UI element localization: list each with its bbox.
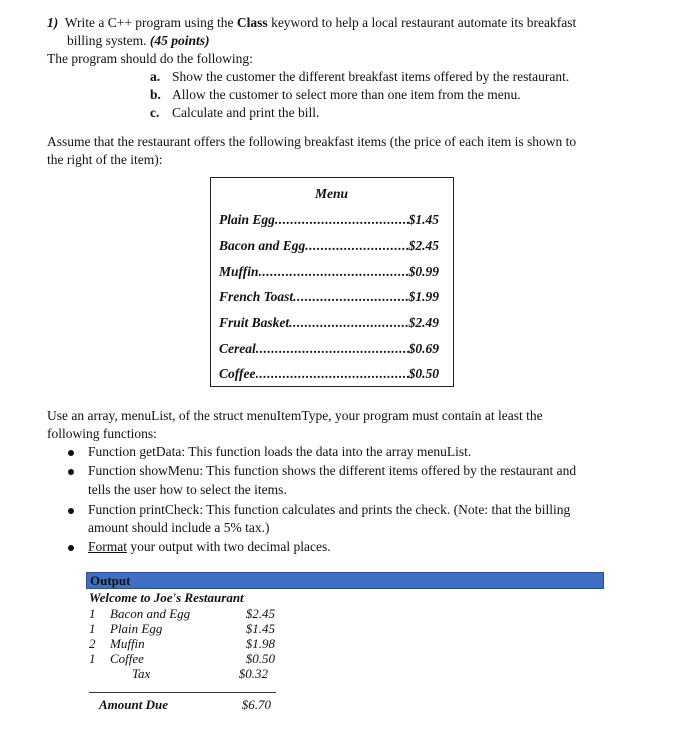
task-label-c: c.: [150, 105, 160, 120]
output-qty: 1: [89, 606, 96, 621]
output-qty: 2: [89, 636, 96, 651]
menu-item-price: $1.99: [408, 289, 439, 304]
output-amount: $1.98: [245, 636, 275, 651]
dot-leader: [259, 264, 409, 280]
dot-leader: [289, 315, 408, 331]
menu-item-price: $0.69: [408, 341, 439, 356]
dot-leader: [305, 238, 408, 254]
output-tax-value: $0.32: [238, 666, 268, 681]
output-box: [86, 572, 604, 720]
question-line-2: [67, 33, 210, 49]
bullet-icon: [68, 508, 74, 514]
requirements-line-1: Use an array, menuList, of the struct menuItemType, your program must contain at least the: [47, 408, 543, 423]
output-welcome: Welcome to Joe's Restaurant: [89, 590, 244, 605]
menu-item: [219, 264, 439, 280]
requirements-line-2: following functions:: [47, 426, 157, 441]
task-label-a: a.: [150, 69, 161, 84]
output-qty: 1: [89, 621, 96, 636]
bullet-text: Function printCheck: This function calculates and prints the check. (Note: that the billing: [88, 502, 571, 517]
menu-item: [219, 289, 439, 305]
dot-leader: [256, 341, 409, 357]
bullet-icon: [68, 469, 74, 475]
menu-item: [219, 341, 439, 357]
menu-item-name: Coffee: [219, 366, 256, 381]
output-item: Plain Egg: [110, 621, 163, 636]
question-line-1: [47, 15, 576, 31]
output-tax-label: Tax: [132, 666, 151, 681]
bullet-text-cont: tells the user how to select the items.: [88, 482, 287, 497]
question-points: (45 points): [149, 33, 210, 48]
format-rest: your output with two decimal places.: [127, 539, 331, 554]
task-text-a: Show the customer the different breakfast items offered by the restaurant.: [172, 69, 570, 84]
bullet-text-cont: amount should include a 5% tax.): [88, 520, 270, 535]
bullet-icon: [68, 450, 74, 456]
output-item: Bacon and Egg: [110, 606, 191, 621]
output-amount: $2.45: [245, 606, 275, 621]
menu-item-name: Fruit Basket: [219, 315, 290, 330]
menu-item-name: French Toast: [219, 289, 294, 304]
output-amount-due-label: Amount Due: [99, 697, 168, 712]
menu-item-name: Bacon and Egg: [219, 238, 306, 253]
task-text-c: Calculate and print the bill.: [172, 105, 320, 120]
menu-box: [210, 177, 454, 387]
output-item: Coffee: [110, 651, 144, 666]
bullet-text: Function getData: This function loads the data into the array menuList.: [88, 444, 472, 459]
format-word: Format: [88, 539, 127, 554]
output-amount-due-value: $6.70: [241, 697, 271, 712]
assume-line-2: the right of the item):: [47, 152, 163, 167]
menu-item: [219, 238, 439, 254]
question-text-line2: billing system.: [67, 33, 150, 48]
menu-item-price: $2.49: [408, 315, 439, 330]
question-keyword: Class: [236, 15, 268, 30]
menu-item-price: $2.45: [408, 238, 439, 253]
output-divider: [89, 692, 276, 693]
dot-leader: [275, 212, 409, 228]
question-text-pre: Write a C++ program using the: [64, 15, 237, 30]
menu-item: [219, 212, 439, 228]
question-text-post: keyword to help a local restaurant automate its breakfast: [267, 15, 577, 30]
output-header: Output: [90, 573, 131, 588]
menu-item-price: $1.45: [408, 212, 439, 227]
bullet-text: Function showMenu: This function shows the different items offered by the restaurant and: [88, 463, 577, 478]
output-qty: 1: [89, 651, 96, 666]
task-text-b: Allow the customer to select more than one item from the menu.: [172, 87, 521, 102]
dot-leader: [256, 366, 409, 382]
question-number: 1): [47, 15, 59, 30]
task-label-b: b.: [150, 87, 161, 102]
menu-item: [219, 315, 439, 331]
intro-text: The program should do the following:: [47, 51, 253, 66]
menu-item: [219, 366, 439, 382]
output-item: Muffin: [110, 636, 145, 651]
bullet-icon: [68, 545, 74, 551]
output-amount: $1.45: [245, 621, 275, 636]
menu-title: Menu: [315, 186, 349, 201]
dot-leader: [293, 289, 408, 305]
menu-item-name: Plain Egg: [219, 212, 275, 227]
menu-item-price: $0.99: [408, 264, 439, 279]
menu-item-name: Cereal: [219, 341, 256, 356]
assume-line-1: Assume that the restaurant offers the following breakfast items (the price of each item is shown to: [47, 134, 577, 149]
output-header-bar: [86, 572, 604, 589]
menu-item-name: Muffin: [219, 264, 259, 279]
output-amount: $0.50: [245, 651, 275, 666]
menu-item-price: $0.50: [408, 366, 439, 381]
format-line: [88, 539, 331, 555]
